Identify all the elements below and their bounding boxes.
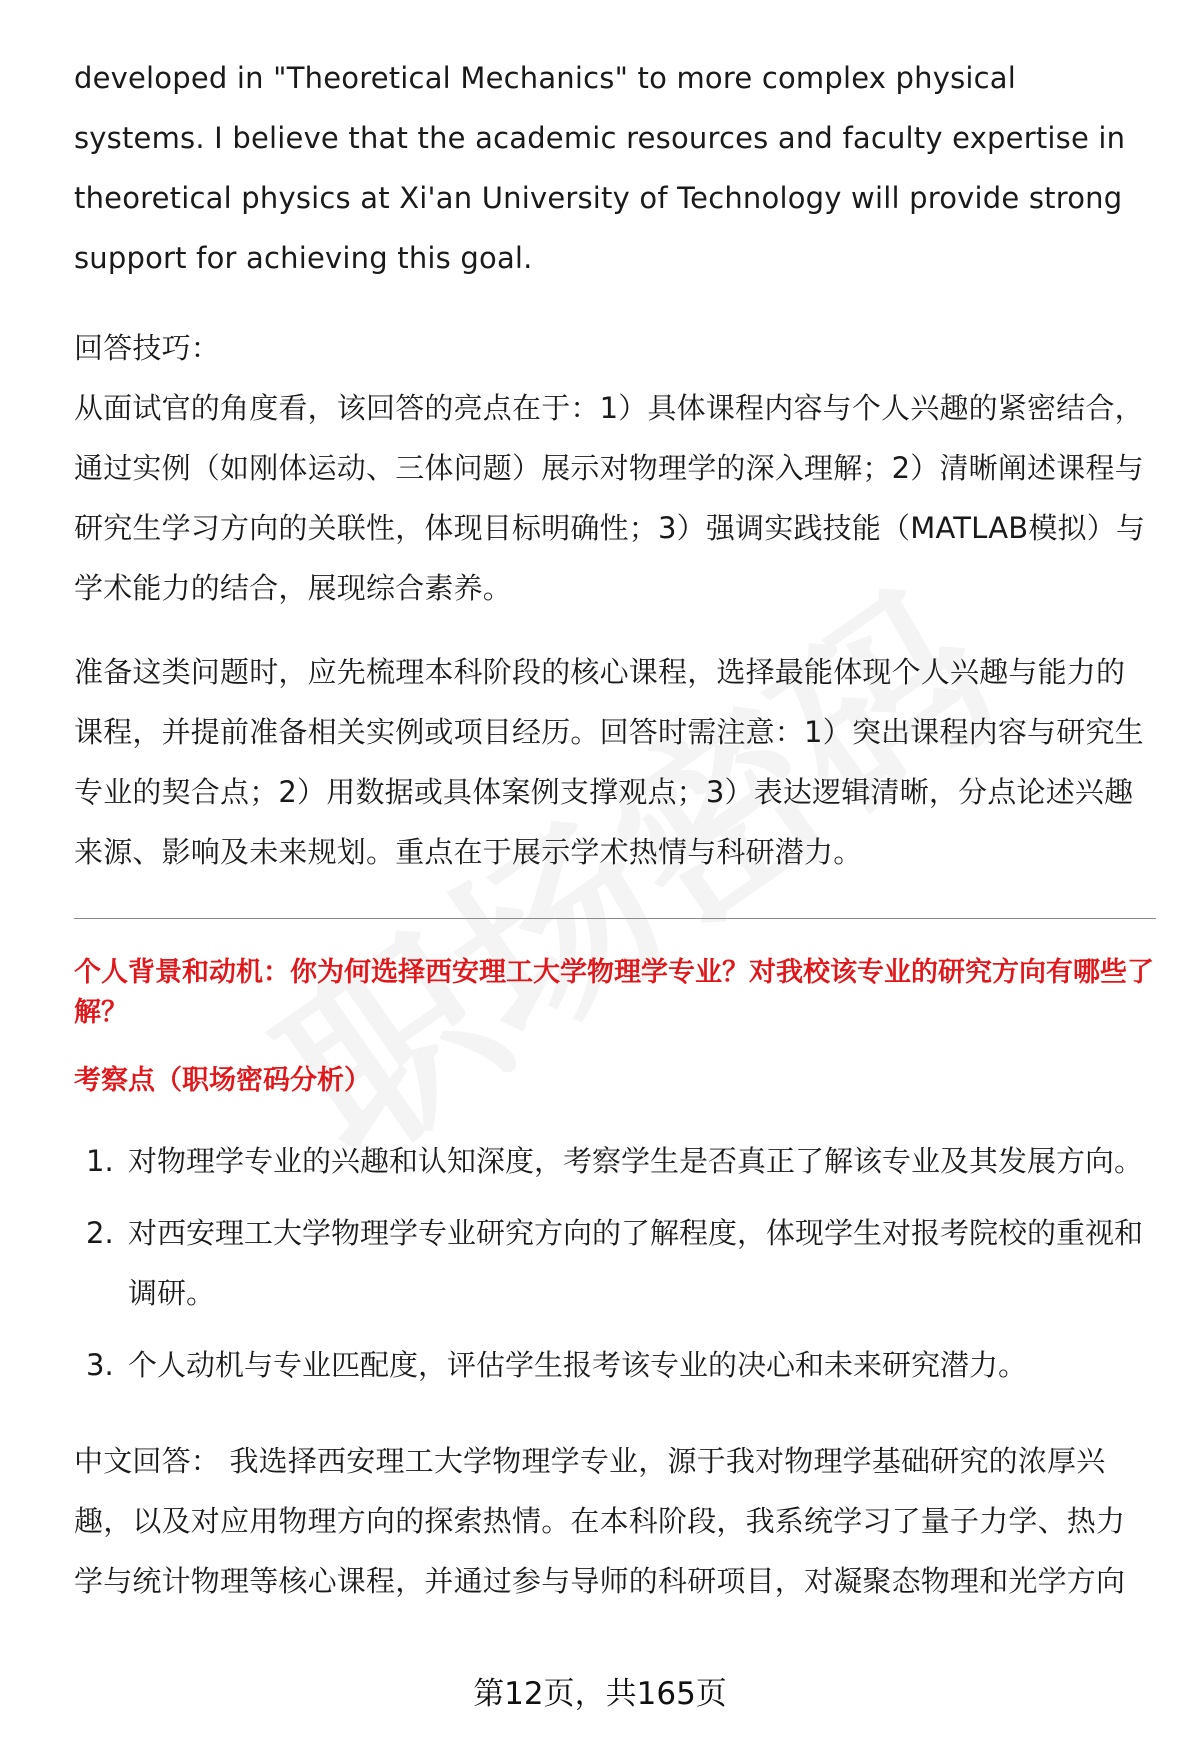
chinese-answer-paragraph: [74, 1431, 1154, 1611]
tips-paragraph-1: 从面试官的角度看，该回答的亮点在于：1）具体课程内容与个人兴趣的紧密结合，通过实例（如刚体运动、三体问题）展示对物理学的深入理解；2）清晰阐述课程与研究生学习方向的关联性，体现目标明确性；3）强调实践技能（MATLAB模拟）与学术能力的结合，展现综合素养。: [74, 391, 1146, 605]
tips-label: 回答技巧：: [74, 331, 221, 365]
list-item-number: 1.: [86, 1144, 114, 1178]
section-divider: [74, 918, 1156, 919]
assessment-subheading: 考察点（职场密码分析）: [74, 1065, 371, 1096]
answer-label: 中文回答：: [74, 1444, 221, 1478]
document-page: [74, 48, 1154, 1611]
list-item: [74, 1131, 1154, 1191]
answer-text: 我选择西安理工大学物理学专业，源于我对物理学基础研究的浓厚兴趣，以及对应用物理方向的探索热情。在本科阶段，我系统学习了量子力学、热力学与统计物理等核心课程，并通过参与导师的科研项目，对凝聚态物理和光学方向: [74, 1444, 1126, 1598]
list-item: [74, 1203, 1154, 1323]
page-number: 第12页，共165页: [473, 1676, 727, 1712]
continued-english-paragraph: developed in "Theoretical Mechanics" to more complex physical systems. I believe that the academic resources and faculty expertise in theoretical physics at Xi'an University of Technology will provide strong support for achieving this goal.: [74, 61, 1126, 275]
list-item-text: 个人动机与专业匹配度，评估学生报考该专业的决心和未来研究潜力。: [128, 1348, 1028, 1382]
question-title: 个人背景和动机：你为何选择西安理工大学物理学专业？对我校该专业的研究方向有哪些了解？: [74, 957, 1154, 1028]
list-item-number: 2.: [86, 1216, 114, 1250]
tips-paragraph-2: 准备这类问题时，应先梳理本科阶段的核心课程，选择最能体现个人兴趣与能力的课程，并提前准备相关实例或项目经历。回答时需注意：1）突出课程内容与研究生专业的契合点；2）用数据或具体案例支撑观点；3）表达逻辑清晰，分点论述兴趣来源、影响及未来规划。重点在于展示学术热情与科研潜力。: [74, 655, 1144, 869]
list-item-text: 对物理学专业的兴趣和认知深度，考察学生是否真正了解该专业及其发展方向。: [128, 1144, 1144, 1178]
list-item-number: 3.: [86, 1348, 114, 1382]
list-item-text: 对西安理工大学物理学专业研究方向的了解程度，体现学生对报考院校的重视和调研。: [128, 1216, 1144, 1310]
assessment-points-list: [74, 1131, 1154, 1395]
list-item: [74, 1335, 1154, 1395]
